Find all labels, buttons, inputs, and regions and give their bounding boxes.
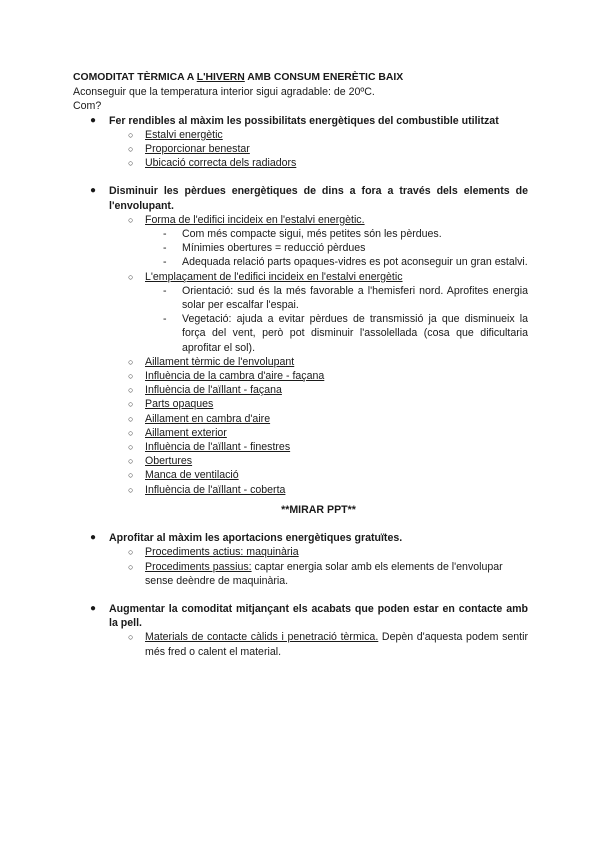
item-text: Aillament exterior: [145, 426, 227, 439]
circle-bullet-icon: ○: [128, 413, 134, 424]
section-2-item: [73, 483, 528, 497]
item-text: Manca de ventilació: [145, 469, 239, 482]
item-text: Ubicació correcta dels radiadors: [145, 157, 297, 170]
circle-bullet-icon: ○: [128, 547, 134, 558]
section-2-item: [73, 454, 528, 468]
circle-bullet-icon: ○: [128, 214, 134, 225]
title-part1: COMODITAT TÈRMICA A: [73, 72, 197, 83]
passive-rest: captar energia solar amb els elements de l'envolupar sense deèndre de maquinària.: [145, 560, 503, 587]
sub2-point: [73, 312, 528, 355]
section-2-sub2: [73, 270, 528, 284]
sub2-label: L'emplaçament de l'edifici incideix en l'estalvi energètic: [145, 270, 403, 283]
circle-bullet-icon: ○: [128, 561, 134, 572]
section-3-item: [73, 545, 528, 559]
circle-bullet-icon: ○: [128, 144, 134, 155]
sub1-point: [73, 241, 528, 255]
point-text: Vegetació: ajuda a evitar pèrdues de transmissió ja que disminueix la força del vent, però pot disminuir l'assolellada (cosa que dificultaria aprofitar el sol).: [182, 313, 528, 354]
sub1-point: [73, 227, 528, 241]
circle-bullet-icon: ○: [128, 632, 134, 643]
bullet-icon: ●: [90, 532, 97, 544]
item-text: Influència de l'aïllant - finestres: [145, 441, 291, 454]
item-text: Parts opaques: [145, 398, 214, 411]
section-2-item: [73, 468, 528, 482]
section-4-item: [73, 630, 528, 658]
intro-line: Aconseguir que la temperatura interior sigui agradable: de 20ºC.: [73, 86, 375, 99]
dash-icon: -: [163, 256, 167, 269]
item-text: Procediments actius: maquinària: [145, 546, 299, 559]
section-3-heading: Aprofitar al màxim les aportacions energètiques gratuïtes.: [109, 532, 403, 545]
section-2-heading: Disminuir les pèrdues energètiques de dins a fora a través dels elements de l'envolupant.: [109, 185, 528, 212]
circle-bullet-icon: ○: [128, 399, 134, 410]
title-part2: AMB CONSUM ENERÈTIC BAIX: [244, 72, 404, 83]
point-text: Com més compacte sigui, més petites són les pèrdues.: [182, 228, 442, 241]
mirar-ppt-note: **MIRAR PPT**: [281, 503, 356, 516]
sub2-point: [73, 284, 528, 312]
point-text: Adequada relació parts opaques-vidres es pot aconseguir un gran estalvi.: [182, 256, 528, 269]
bullet-icon: ●: [90, 114, 97, 126]
bullet-icon: ●: [90, 602, 97, 614]
circle-bullet-icon: ○: [128, 158, 134, 169]
section-1-heading: Fer rendibles al màxim les possibilitats energètiques del combustible utilitzat: [109, 114, 499, 127]
item-text: Influència de l'aïllant - coberta: [145, 483, 286, 496]
section-2-item: [73, 397, 528, 411]
dash-icon: -: [163, 242, 167, 255]
section-2-item: [73, 355, 528, 369]
bullet-icon: ●: [90, 185, 97, 197]
section-3-item: [73, 560, 528, 588]
circle-bullet-icon: ○: [128, 385, 134, 396]
section-4: [73, 602, 528, 630]
section-2-sub1: [73, 213, 528, 227]
circle-bullet-icon: ○: [128, 442, 134, 453]
document-content: [73, 71, 528, 659]
circle-bullet-icon: ○: [128, 484, 134, 495]
section-4-heading: Augmentar la comoditat mitjançant els acabats que poden estar en contacte amb la pell.: [109, 602, 528, 630]
materials-label: Materials de contacte càlids i penetració tèrmica.: [145, 631, 379, 644]
circle-bullet-icon: ○: [128, 456, 134, 467]
item-text: Obertures: [145, 455, 193, 468]
section-2-item: [73, 440, 528, 454]
sub1-point: [73, 255, 528, 269]
circle-bullet-icon: ○: [128, 356, 134, 367]
item-text: Aillament en cambra d'aire: [145, 412, 271, 425]
circle-bullet-icon: ○: [128, 271, 134, 282]
circle-bullet-icon: ○: [128, 371, 134, 382]
passive-label: Procediments passius:: [145, 560, 252, 573]
item-text: Influència de la cambra d'aire - façana: [145, 370, 325, 383]
circle-bullet-icon: ○: [128, 427, 134, 438]
title-underlined: L'HIVERN: [196, 72, 245, 83]
section-2-item: [73, 369, 528, 383]
section-2-item: [73, 383, 528, 397]
section-1-item: [73, 142, 528, 156]
section-1-item: [73, 128, 528, 142]
item-text: Influència de l'aïllant - façana: [145, 384, 282, 397]
item-text: Estalvi energètic: [145, 128, 223, 141]
circle-bullet-icon: ○: [128, 470, 134, 481]
point-text: Mínimies obertures = reducció pèrdues: [182, 242, 366, 255]
dash-icon: -: [163, 284, 167, 297]
section-1-item: [73, 156, 528, 170]
dash-icon: -: [163, 313, 167, 326]
section-2-item: [73, 412, 528, 426]
point-text: Orientació: sud és la més favorable a l'hemisferi nord. Aprofites energia solar per escalfar l'espai.: [182, 284, 528, 312]
dash-icon: -: [163, 228, 167, 241]
document-title: [73, 71, 528, 85]
section-3: [73, 531, 528, 545]
item-text: Aillament tèrmic de l'envolupant: [145, 355, 295, 368]
section-1: [73, 114, 528, 128]
item-text: Proporcionar benestar: [145, 143, 250, 156]
question-line: Com?: [73, 100, 102, 113]
sub1-label: Forma de l'edifici incideix en l'estalvi energètic.: [145, 213, 365, 226]
section-2-item: [73, 426, 528, 440]
circle-bullet-icon: ○: [128, 129, 134, 140]
materials-rest: Depèn d'aquesta podem sentir més fred o calent el material.: [145, 631, 528, 658]
section-2: [73, 184, 528, 212]
